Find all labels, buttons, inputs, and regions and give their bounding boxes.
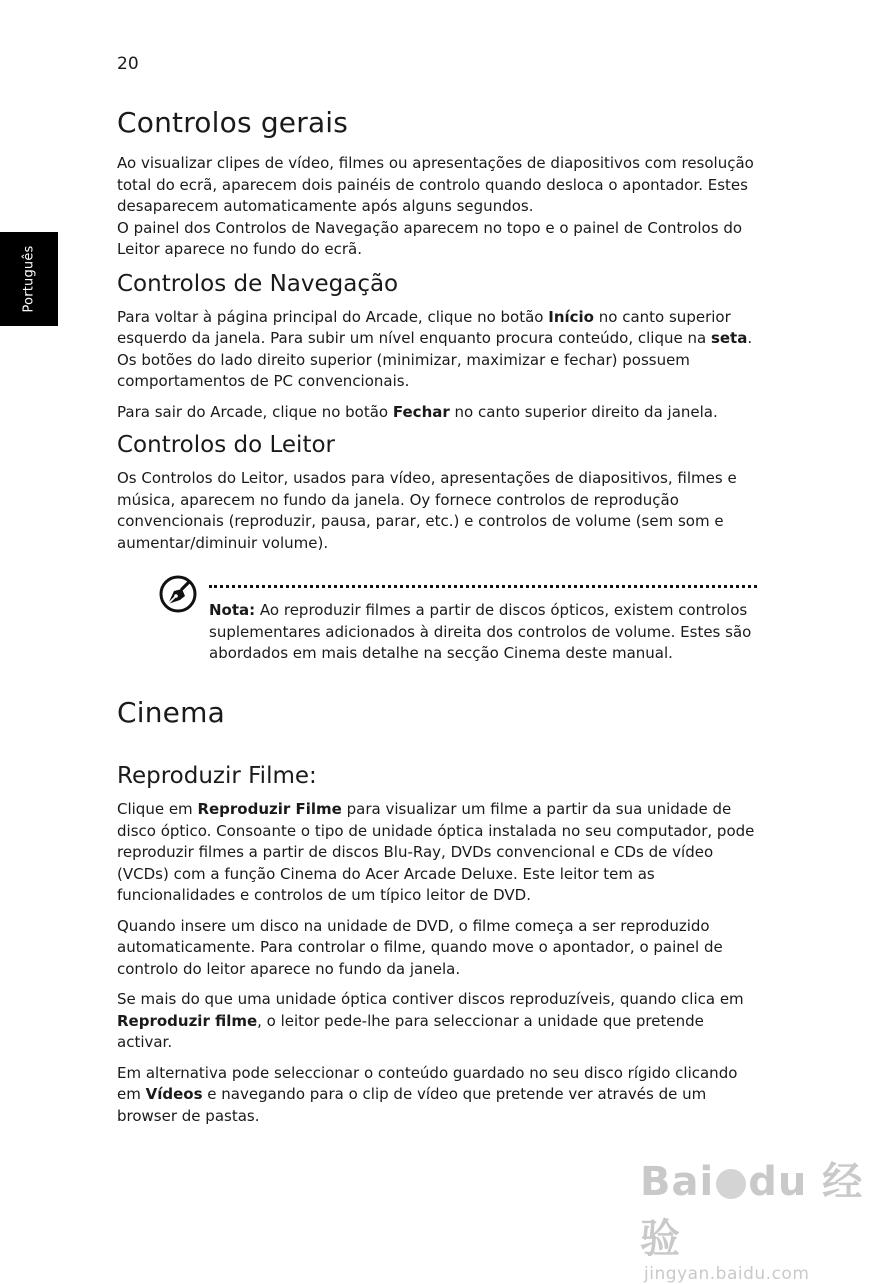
language-side-tab-label: Português <box>21 245 37 313</box>
heading-controlos-leitor: Controlos do Leitor <box>117 432 335 458</box>
paragraph: Para voltar à página principal do Arcade, clique no botão Início no canto superior esquerdo da janela. Para subir um nível enquanto procura conteúdo, clique na seta. Os botões do lado direito superior (minimizar, maximizar e fechar) possuem comportamentos de PC convencionais. <box>117 307 753 390</box>
paragraph: Clique em Reproduzir Filme para visualizar um filme a partir da sua unidade de disco óptico. Consoante o tipo de unidade óptica instalada no seu computador, pode reproduzir filmes a partir de discos Blu-Ray, DVDs convencional e CDs de vídeo (VCDs) com a função Cinema do Acer Arcade Deluxe. Este leitor tem as funcionalidades e controlos de um típico leitor de DVD. <box>117 800 755 904</box>
paragraph: Ao visualizar clipes de vídeo, filmes ou apresentações de diapositivos com resolução total do ecrã, aparecem dois painéis de controlo quando desloca o apontador. Estes desaparecem automaticamente após alguns segundos. <box>117 154 754 215</box>
heading-controlos-gerais: Controlos gerais <box>117 106 349 139</box>
paragraph: Se mais do que uma unidade óptica contiver discos reproduzíveis, quando clica em Reproduzir filme, o leitor pede-lhe para seleccionar a unidade que pretende activar. <box>117 990 744 1051</box>
paragraph: Quando insere um disco na unidade de DVD, o filme começa a ser reproduzido automaticamente. Para controlar o filme, quando move o apontador, o painel de controlo do leitor aparece no fundo da janela. <box>117 916 723 978</box>
page-number: 20 <box>117 54 139 74</box>
watermark-logo: Bai du 经验 <box>640 1159 864 1262</box>
language-side-tab <box>0 232 58 326</box>
note-label: Nota: <box>209 601 256 619</box>
paragraph: Em alternativa pode seleccionar o conteúdo guardado no seu disco rígido clicando em Vídeos e navegando para o clip de vídeo que pretende ver através de um browser de pastas. <box>117 1063 738 1125</box>
bold-term: Reproduzir filme <box>117 1011 258 1030</box>
page-content <box>117 106 762 1136</box>
note-box <box>117 574 762 686</box>
paragraph: Os Controlos do Leitor, usados para vídeo, apresentações de diapositivos, filmes e música, aparecem no fundo da janela. Oy fornece controlos de reprodução convencionais (reproduzir, pausa, parar, etc.) e controlos de volume (sem som e aumentar/diminuir volume). <box>117 469 737 552</box>
paw-icon <box>716 1169 746 1199</box>
bold-term: Reproduzir Filme <box>197 800 342 818</box>
paragraph: O painel dos Controlos de Navegação aparecem no topo e o painel de Controlos do Leitor aparece no fundo do ecrã. <box>117 218 743 258</box>
bold-term: Vídeos <box>145 1085 203 1103</box>
note-text <box>209 600 759 665</box>
heading-cinema: Cinema <box>117 696 225 729</box>
bold-term: Início <box>548 307 594 326</box>
baidu-watermark <box>640 1150 892 1284</box>
watermark-url: jingyan.baidu.com <box>644 1264 810 1284</box>
note-paragraph: Nota: Ao reproduzir filmes a partir de discos ópticos, existem controlos suplementares adicionados à direita dos controlos de volume. Estes são abordados em mais detalhe na secção Cinema deste manual. <box>209 601 752 662</box>
bold-term: Fechar <box>392 402 450 421</box>
note-dotted-rule <box>209 585 757 588</box>
heading-controlos-navegacao: Controlos de Navegação <box>117 270 399 297</box>
paragraph: Para sair do Arcade, clique no botão Fechar no canto superior direito da janela. <box>117 402 718 421</box>
heading-reproduzir-filme: Reproduzir Filme: <box>117 763 317 789</box>
bold-term: seta <box>710 329 748 347</box>
note-pen-icon <box>158 574 198 614</box>
